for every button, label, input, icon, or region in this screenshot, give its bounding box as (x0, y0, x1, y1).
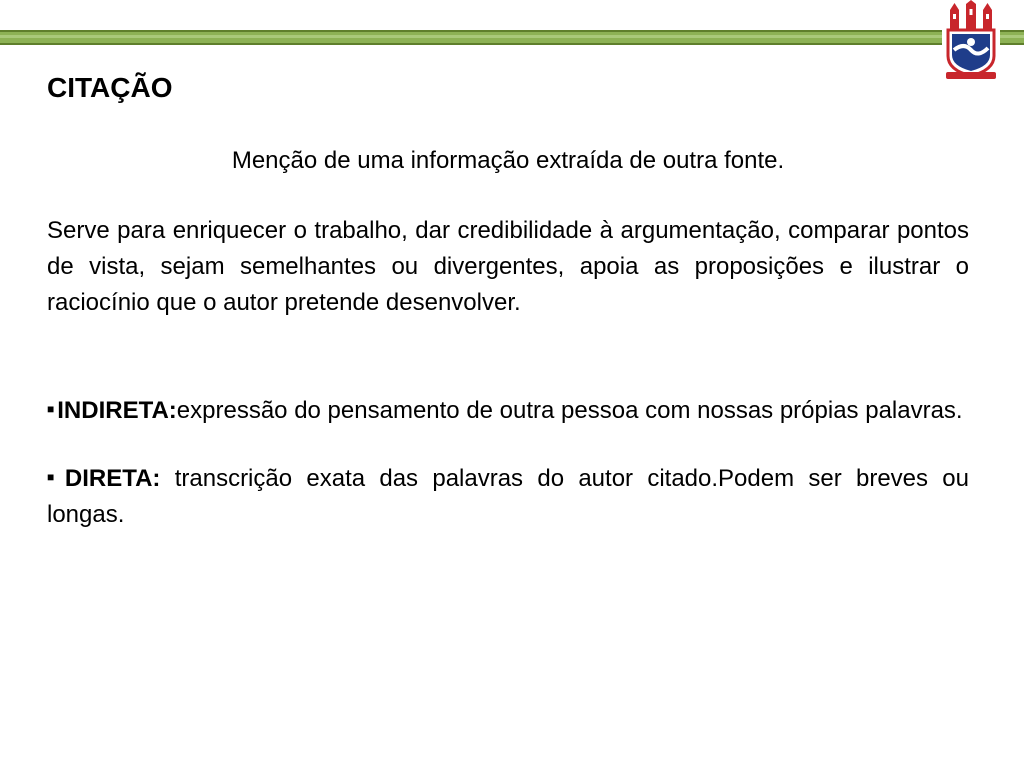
bullet-label: DIRETA: (64, 465, 161, 492)
purpose-paragraph: Serve para enriquecer o trabalho, dar credibilidade à argumentação, comparar pontos de vista, sejam semelhantes ou divergentes, apoia as proposições e ilustrar o raciocínio que o autor pretende desenvolver. (47, 217, 969, 316)
university-crest-logo (942, 0, 1000, 82)
slide-title: CITAÇÃO (47, 72, 173, 103)
definition-text: Menção de uma informação extraída de outra fonte. (231, 147, 785, 174)
bullet-text: expressão do pensamento de outra pessoa com nossas própias palavras. (176, 397, 963, 424)
bullet-label: INDIRETA: (57, 397, 177, 424)
bullet-text: transcrição exata das palavras do autor citado.Podem ser breves ou longas. (47, 465, 969, 528)
square-bullet-icon: ■ (47, 402, 55, 416)
slide-body (47, 143, 969, 563)
bullet-item-direta (47, 459, 969, 533)
bullet-item-indireta (47, 391, 969, 429)
square-bullet-icon: ■ (47, 470, 62, 484)
header-bar (0, 30, 1024, 45)
